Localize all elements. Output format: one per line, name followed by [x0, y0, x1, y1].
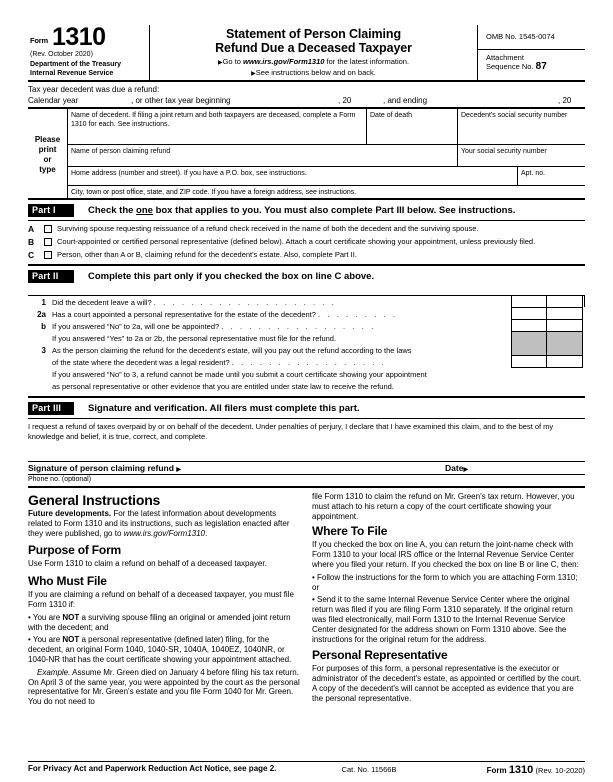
future-developments-paragraph: Future developments. For the latest information about developments related to Form 1310 and its instructions, such as legislation enacted after they were published, go to www.irs.gov/Form1310. [28, 509, 290, 538]
form-number: 1310 [51, 23, 106, 51]
attachment-label-1: Attachment [486, 53, 524, 62]
who-must-file-bullet-2: • You are NOT a personal representative (defined later) filing, for the decedent, an original Form 1040, 1040-SR, 1040A, 1040EZ, 1040NR, or 1040-NR that has the court certificate showing your appointment attached. [28, 635, 292, 664]
checkbox-option-b[interactable] [44, 238, 52, 246]
example-continued-paragraph: file Form 1310 to claim the refund on Mr. Green's tax return. However, you must attach to his return a copy of the court certificate showing your appointment. [312, 492, 575, 521]
where-to-file-bullet-2: • Send it to the same Internal Revenue Service Center where the original return was filed if you are filing Form 1310 separately. If the original return was filed electronically, mail Form 1310 to the Internal Revenue Service Center designated for the address shown on Form 1310 above. See the instructions for the original return for the address. [312, 595, 573, 644]
goto-prefix: Go to [222, 57, 243, 66]
part-1-bar [28, 203, 585, 217]
note-3-text-1: If you answered “No” to 3, a refund cannot be made until you submit a court certificate showing your appointment [52, 370, 427, 379]
part-1-description: Check the one box that applies to you. You must also complete Part III below. See instructions. [88, 204, 516, 216]
your-ssn-field[interactable]: Your social security number [461, 148, 547, 155]
see-instructions-line [150, 68, 477, 79]
question-3 [28, 344, 585, 356]
note-2-spacer [28, 334, 52, 344]
attachment-sequence [478, 50, 585, 80]
part-2-description: Complete this part only if you checked the box on line C above. [88, 270, 375, 282]
leader-dots-2b: . . . . . . . . . . . . . . . . . [221, 322, 376, 331]
part-3-top-rule [28, 418, 585, 419]
note-3-spacer-1 [28, 370, 52, 380]
question-2b [28, 320, 585, 332]
form-title-block [150, 25, 477, 80]
question-2a-number: 2a [37, 310, 46, 319]
purpose-of-form-heading: Purpose of Form [28, 543, 122, 558]
apt-no-field[interactable]: Apt. no. [521, 170, 546, 177]
part-1-bottom-rule [28, 264, 585, 266]
date-arrow-icon: ▶ [463, 467, 469, 473]
question-3-line-1: As the person claiming the refund for the decedent's estate, will you pay out the refund according to the laws [52, 346, 412, 355]
where-to-file-paragraph: If you checked the box on line A, you can return the joint-name check with Form 1310 to your local IRS office or the Internal Revenue Service Center where you filed your return. If you checked the box on line B or line C, then: [312, 540, 579, 569]
checkbox-option-a[interactable] [44, 225, 52, 233]
and-ending-label: , and ending [383, 96, 428, 105]
part-2-tag: Part II [28, 270, 74, 283]
end-year-field[interactable]: , 20 [558, 96, 572, 105]
option-a-text: Surviving spouse requesting reissuance of a refund check received in the name of both the decedent and the surviving spouse. [57, 224, 479, 233]
question-2b-text: If you answered “No” to 2a, will one be appointed? [52, 322, 220, 331]
goto-suffix: for the latest information. [324, 57, 410, 66]
part-2-bar [28, 269, 585, 283]
who-must-file-heading: Who Must File [28, 574, 107, 589]
part-1-tag: Part I [28, 204, 74, 217]
part-2-question-rows [28, 295, 585, 392]
decedent-name-field[interactable]: Name of decedent. If filing a joint return and both taxpayers are deceased, complete a Form 1310 for each. See instructions. [68, 109, 367, 144]
or-label: or [43, 155, 52, 164]
signature-label: Signature of person claiming refund ▶ [28, 463, 181, 473]
personal-representative-paragraph: For purposes of this form, a personal representative is the executor or administrator of the decedent's estate, as appointed or certified by the court. A copy of the decedent's will cannot be accepted as evidence that you are the personal representative. [312, 664, 582, 703]
who-must-file-paragraph: If you are claiming a refund on behalf of a deceased taxpayer, you must file Form 1310 if: [28, 590, 294, 609]
note-after-3-line-2 [28, 380, 585, 392]
decedent-ssn-field[interactable]: Decedent's social security number [461, 112, 568, 119]
see-instructions-text: See instructions below and on back. [255, 68, 376, 77]
perjury-declaration: I request a refund of taxes overpaid by or on behalf of the decedent. Under penalties of perjury, I declare that I have examined this claim, and to the best of my knowledge and belief, it is true, correct, and complete. [28, 422, 554, 441]
date-label: Date▶ [445, 463, 469, 473]
part-1-option-a[interactable] [28, 224, 585, 234]
purpose-of-form-paragraph: Use Form 1310 to claim a refund on behalf of a deceased taxpayer. [28, 559, 267, 569]
date-of-death-field[interactable]: Date of death [367, 109, 458, 144]
form-number-block [28, 25, 150, 80]
note-3-spacer-2 [28, 382, 52, 392]
question-1-number: 1 [41, 298, 46, 307]
omb-number: OMB No. 1545-0074 [478, 25, 585, 50]
where-to-file-heading: Where To File [312, 524, 388, 539]
catalog-number: Cat. No. 11566B [341, 765, 397, 774]
question-1 [28, 296, 585, 308]
home-address-field[interactable]: Home address (number and street). If you have a P.O. box, see instructions. [68, 167, 518, 185]
entity-table [28, 107, 585, 200]
form-word-label: Form [30, 36, 48, 45]
leader-dots-2a: . . . . . . . . . [318, 310, 398, 319]
question-3-number: 3 [41, 346, 46, 355]
footer-form-number: Form 1310 (Rev. 10-2020) [486, 764, 585, 776]
checkbox-option-c[interactable] [44, 251, 52, 259]
note-3-text-2: as personal representative or other evidence that you are entitled under state law to receive the refund. [52, 382, 394, 391]
attachment-label-2: Sequence No. [486, 62, 534, 71]
option-c-text: Person, other than A or B, claiming refund for the decedent's estate. Also, complete Part II. [57, 250, 357, 259]
right-arrow-icon: ▶ [217, 60, 223, 66]
other-tax-year-label: , or other tax year beginning [131, 96, 231, 105]
tax-year-line [28, 95, 585, 107]
department-line-1: Department of the Treasury [30, 61, 122, 68]
attachment-number: 87 [535, 61, 547, 72]
begin-year-field[interactable]: , 20 [338, 96, 352, 105]
option-b-text: Court-appointed or certified personal representative (defined below). Attach a court certificate showing your appointment, unless previously filed. [57, 237, 536, 246]
city-state-zip-field[interactable]: City, town or post office, state, and ZIP code. If you have a foreign address, see instructions. [71, 189, 357, 196]
part-3-description: Signature and verification. All filers must complete this part. [88, 402, 360, 414]
instructions-left-column [28, 492, 300, 742]
omb-block [477, 25, 585, 80]
part-2-table [28, 295, 585, 392]
department-line-2: Internal Revenue Service [30, 69, 114, 77]
option-c-letter: C [28, 250, 35, 260]
tax-year-heading: Tax year decedent was due a refund: [28, 85, 160, 94]
personal-representative-heading: Personal Representative [312, 648, 448, 663]
form-page [28, 0, 585, 782]
question-2b-number: b [41, 322, 46, 331]
phone-label: Phone no. (optional) [28, 476, 92, 483]
note-2-text: If you answered “Yes” to 2a or 2b, the personal representative must file for the refund. [52, 334, 337, 343]
part-1-top-rule [28, 220, 585, 221]
question-3-continued [28, 356, 585, 368]
instructions-section [28, 486, 585, 742]
note-after-2b [28, 332, 585, 344]
question-2a-text: Has a court appointed a personal representative for the estate of the decedent? [52, 310, 316, 319]
note-after-3-line-1 [28, 368, 585, 380]
question-3-spacer [28, 358, 52, 368]
option-b-letter: B [28, 237, 35, 247]
part-2-bottom-rule [28, 396, 585, 398]
phone-number-line[interactable] [28, 474, 585, 486]
question-1-text: Did the decedent leave a will? [52, 298, 152, 307]
calendar-year-label: Calendar year [28, 96, 79, 105]
example-paragraph: Example. Assume Mr. Green died on January 4 before filing his tax return. On April 3 of the same year, you were appointed by the court as the personal representative for Mr. Green's estate and you file Form 1040 for Mr. Green. You do not need to [28, 667, 300, 707]
form-footer [28, 761, 585, 776]
signature-line [28, 461, 585, 474]
form-title-line-1: Statement of Person Claiming [225, 27, 401, 41]
form-header [28, 25, 585, 82]
right-arrow-icon-2: ▶ [251, 71, 256, 77]
leader-dots-1: . . . . . . . . . . . . . . . . . . . . [153, 298, 337, 307]
please-print-or-type-label [28, 109, 68, 198]
leader-dots-3: . . . . . . . . . . . . . . . . . [231, 358, 387, 367]
signature-arrow-icon: ▶ [176, 467, 181, 473]
who-must-file-bullet-1: • You are NOT a surviving spouse filing an original or amended joint return with the decedent; and [28, 612, 291, 632]
general-instructions-heading: General Instructions [28, 492, 161, 508]
form-title-line-2: Refund Due a Deceased Taxpayer [215, 41, 412, 55]
irs-url[interactable]: www.irs.gov/Form1310 [243, 57, 325, 66]
where-to-file-bullet-1: • Follow the instructions for the form to which you are attaching Form 1310; or [312, 572, 578, 592]
part-3-bar [28, 401, 585, 415]
option-a-letter: A [28, 224, 35, 234]
goto-url-line [150, 57, 477, 68]
privacy-act-notice: For Privacy Act and Paperwork Reduction Act Notice, see page 2. [28, 764, 277, 773]
part-1-option-b[interactable] [28, 237, 585, 247]
please-label: Please [34, 135, 61, 144]
part-1-option-c[interactable] [28, 250, 585, 260]
question-2a [28, 308, 585, 320]
claimant-name-field[interactable]: Name of person claiming refund [68, 145, 458, 166]
part-3-tag: Part III [28, 402, 74, 415]
type-label: type [39, 165, 56, 174]
print-label: print [38, 145, 57, 154]
question-3-line-2: of the state where the decedent was a legal resident? [52, 358, 230, 367]
instructions-right-column [312, 492, 584, 742]
form-revision: (Rev. October 2020) [30, 51, 93, 58]
